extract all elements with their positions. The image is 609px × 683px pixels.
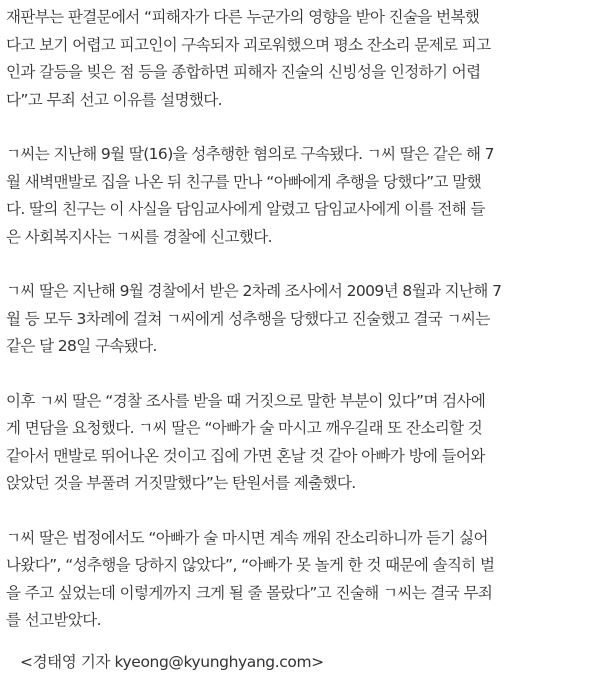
text-line: 다고 보기 어렵고 피고인이 구속되자 괴로워했으며 평소 잔소리 문제로 피고 [6,35,491,54]
text-line: 은 사회복지사는 ㄱ씨를 경찰에 신고했다. [6,227,272,246]
text-line: 을 주고 싶었는데 이렇게까지 크게 될 줄 몰랐다”고 진술해 ㄱ씨는 결국 무죄 [6,583,493,602]
paragraph-petition [6,388,609,498]
text-line: 를 선고받았다. [6,611,101,629]
text-line: 인과 갈등을 빚은 점 등을 종합하면 피해자 진술의 신빙성을 인정하기 어렵 [6,63,481,81]
text-line: 같아서 맨발로 뛰어나온 것이고 집에 가면 혼날 것 같아 아빠가 방에 들어와 [6,446,485,465]
text-line: 같은 달 28일 구속됐다. [6,337,157,355]
text-line: 이후 ㄱ씨 딸은 “경찰 조사를 받을 때 거짓으로 말한 부분이 있다”며 검사에 [6,391,486,410]
reporter-byline: <경태영 기자 kyeong@kyunghyang.com> [20,653,324,671]
paragraph-police-statement [6,278,609,361]
text-line: ㄱ씨 딸은 법정에서도 “아빠가 술 마시면 계속 깨워 잔소리하니까 듣기 싫어 [6,528,488,547]
text-line: 앉았던 것을 부풀려 거짓말했다”는 탄원서를 제출했다. [6,474,356,492]
text-line: 다. 딸의 친구는 이 사실을 담임교사에게 알렸고 담임교사에게 이를 전해 들 [6,200,485,218]
text-line: 게 면담을 요청했다. ㄱ씨 딸은 “아빠가 술 마시고 깨우길래 또 잔소리할 것 [6,419,483,437]
paragraph-arrest [6,141,609,251]
text-line: 월 새벽맨발로 집을 나온 뒤 친구를 만나 “아빠에게 추행을 당했다”고 말했 [6,172,481,191]
text-line: 월 등 모두 3차례에 걸쳐 ㄱ씨에게 성추행을 당했다고 진술했고 결국 ㄱ씨는 [6,309,490,328]
paragraph-court-testimony [6,525,609,635]
text-line: 다”고 무죄 선고 이유를 설명했다. [6,90,222,109]
text-line: 재판부는 판결문에서 “피해자가 다른 누군가의 영향을 받아 진술을 번복했 [6,8,480,26]
text-line: ㄱ씨는 지난해 9월 딸(16)을 성추행한 혐의로 구속됐다. ㄱ씨 딸은 같은 해 7 [6,145,494,163]
text-line: ㄱ씨 딸은 지난해 9월 경찰에서 받은 2차례 조사에서 2009년 8월과 지난해 7 [6,282,502,300]
text-line: 나왔다”, “성추행을 당하지 않았다”, “아빠가 못 놀게 한 것 때문에 솔직히 벌 [6,556,495,574]
paragraph-verdict-reason [6,4,609,114]
